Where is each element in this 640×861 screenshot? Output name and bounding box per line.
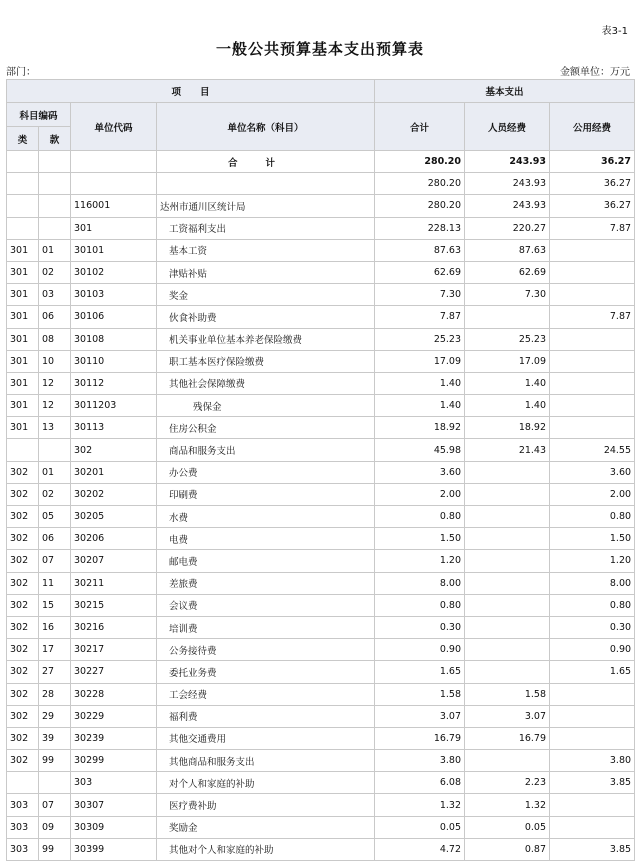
kuan-cell: 29 xyxy=(39,705,71,727)
personnel-cell: 1.58 xyxy=(465,683,550,705)
public-cell: 1.20 xyxy=(550,550,635,572)
public-cell xyxy=(550,705,635,727)
total-cell: 1.40 xyxy=(375,395,465,417)
public-cell: 7.87 xyxy=(550,306,635,328)
total-cell: 0.80 xyxy=(375,594,465,616)
unit-name-cell: 津贴补贴 xyxy=(157,261,375,283)
unit-name-cell xyxy=(157,173,375,195)
unit-name-cell: 公务接待费 xyxy=(157,639,375,661)
kuan-cell xyxy=(39,439,71,461)
total-cell: 16.79 xyxy=(375,727,465,749)
lei-cell: 302 xyxy=(7,639,39,661)
unit-code-cell: 30211 xyxy=(71,572,157,594)
lei-cell: 302 xyxy=(7,506,39,528)
unit-code-cell: 30201 xyxy=(71,461,157,483)
table-row xyxy=(7,284,635,306)
table-row xyxy=(7,838,635,860)
total-cell: 62.69 xyxy=(375,261,465,283)
unit-name-cell: 办公费 xyxy=(157,461,375,483)
unit-name-cell: 残保金 xyxy=(157,395,375,417)
kuan-cell: 02 xyxy=(39,483,71,505)
total-cell: 8.00 xyxy=(375,572,465,594)
public-cell xyxy=(550,794,635,816)
unit-code-cell: 30217 xyxy=(71,639,157,661)
lei-header: 类 xyxy=(7,127,39,151)
unit-code-cell: 30207 xyxy=(71,550,157,572)
budget-table xyxy=(6,79,635,861)
lei-cell: 302 xyxy=(7,461,39,483)
personnel-header: 人员经费 xyxy=(465,103,550,151)
kuan-cell xyxy=(39,195,71,217)
table-row xyxy=(7,661,635,683)
table-row xyxy=(7,594,635,616)
table-row xyxy=(7,217,635,239)
table-row xyxy=(7,750,635,772)
total-cell: 0.05 xyxy=(375,816,465,838)
table-row xyxy=(7,683,635,705)
personnel-cell: 220.27 xyxy=(465,217,550,239)
total-cell: 0.80 xyxy=(375,506,465,528)
department-label: 部门： xyxy=(6,67,36,78)
personnel-cell xyxy=(465,616,550,638)
personnel-cell xyxy=(465,550,550,572)
unit-code-cell: 30206 xyxy=(71,528,157,550)
lei-cell xyxy=(7,217,39,239)
unit-name-cell: 其他商品和服务支出 xyxy=(157,750,375,772)
table-row xyxy=(7,261,635,283)
total-cell: 1.65 xyxy=(375,661,465,683)
table-row xyxy=(7,417,635,439)
public-cell xyxy=(550,261,635,283)
lei-cell: 302 xyxy=(7,594,39,616)
public-cell: 0.80 xyxy=(550,506,635,528)
total-cell: 280.20 xyxy=(375,151,465,173)
total-cell: 7.30 xyxy=(375,284,465,306)
table-row xyxy=(7,350,635,372)
personnel-cell xyxy=(465,750,550,772)
total-cell: 228.13 xyxy=(375,217,465,239)
public-cell: 8.00 xyxy=(550,572,635,594)
personnel-cell: 1.32 xyxy=(465,794,550,816)
table-row xyxy=(7,306,635,328)
kuan-cell: 39 xyxy=(39,727,71,749)
personnel-cell xyxy=(465,528,550,550)
unit-name-cell: 培训费 xyxy=(157,616,375,638)
lei-cell: 302 xyxy=(7,683,39,705)
unit-name-cell: 电费 xyxy=(157,528,375,550)
personnel-cell xyxy=(465,483,550,505)
kuan-cell: 05 xyxy=(39,506,71,528)
public-cell xyxy=(550,816,635,838)
unit-code-cell: 30215 xyxy=(71,594,157,616)
table-number: 表3-1 xyxy=(601,26,628,37)
unit-code-cell: 303 xyxy=(71,772,157,794)
lei-cell: 302 xyxy=(7,616,39,638)
table-row xyxy=(7,772,635,794)
lei-cell xyxy=(7,195,39,217)
unit-code-cell: 30113 xyxy=(71,417,157,439)
unit-code-cell: 3011203 xyxy=(71,395,157,417)
kuan-cell: 13 xyxy=(39,417,71,439)
lei-cell: 302 xyxy=(7,528,39,550)
lei-cell: 301 xyxy=(7,284,39,306)
unit-name-cell: 奖励金 xyxy=(157,816,375,838)
lei-cell: 302 xyxy=(7,661,39,683)
kuan-cell xyxy=(39,772,71,794)
unit-name-cell: 印刷费 xyxy=(157,483,375,505)
lei-cell xyxy=(7,151,39,173)
kuan-cell: 02 xyxy=(39,261,71,283)
personnel-cell: 62.69 xyxy=(465,261,550,283)
public-cell: 1.50 xyxy=(550,528,635,550)
lei-cell: 301 xyxy=(7,261,39,283)
kuan-cell: 06 xyxy=(39,306,71,328)
lei-cell: 302 xyxy=(7,705,39,727)
total-cell: 18.92 xyxy=(375,417,465,439)
public-cell: 36.27 xyxy=(550,151,635,173)
unit-name-cell: 其他社会保障缴费 xyxy=(157,372,375,394)
personnel-cell: 243.93 xyxy=(465,173,550,195)
kuan-cell: 06 xyxy=(39,528,71,550)
public-cell xyxy=(550,727,635,749)
unit-name-cell: 水费 xyxy=(157,506,375,528)
total-cell: 280.20 xyxy=(375,195,465,217)
total-cell: 87.63 xyxy=(375,239,465,261)
total-cell: 0.30 xyxy=(375,616,465,638)
public-cell: 0.30 xyxy=(550,616,635,638)
unit-name-cell: 伙食补助费 xyxy=(157,306,375,328)
public-cell: 0.90 xyxy=(550,639,635,661)
total-cell: 6.08 xyxy=(375,772,465,794)
public-cell: 3.80 xyxy=(550,750,635,772)
kuan-cell: 27 xyxy=(39,661,71,683)
personnel-cell: 3.07 xyxy=(465,705,550,727)
kuan-cell: 99 xyxy=(39,750,71,772)
table-row xyxy=(7,395,635,417)
unit-name-cell: 奖金 xyxy=(157,284,375,306)
personnel-cell: 25.23 xyxy=(465,328,550,350)
kuan-cell: 11 xyxy=(39,572,71,594)
personnel-cell: 1.40 xyxy=(465,372,550,394)
personnel-cell: 16.79 xyxy=(465,727,550,749)
personnel-cell: 0.05 xyxy=(465,816,550,838)
unit-code-cell: 30307 xyxy=(71,794,157,816)
lei-cell: 301 xyxy=(7,306,39,328)
unit-name-cell: 会议费 xyxy=(157,594,375,616)
total-cell: 1.58 xyxy=(375,683,465,705)
unit-name-cell: 职工基本医疗保险缴费 xyxy=(157,350,375,372)
public-cell: 2.00 xyxy=(550,483,635,505)
unit-name-cell: 邮电费 xyxy=(157,550,375,572)
personnel-cell: 1.40 xyxy=(465,395,550,417)
kuan-cell xyxy=(39,151,71,173)
unit-code-cell: 30229 xyxy=(71,705,157,727)
table-row xyxy=(7,705,635,727)
kuan-cell: 01 xyxy=(39,461,71,483)
kuan-cell: 01 xyxy=(39,239,71,261)
personnel-cell xyxy=(465,572,550,594)
table-row xyxy=(7,195,635,217)
public-cell xyxy=(550,350,635,372)
public-cell xyxy=(550,328,635,350)
lei-cell: 302 xyxy=(7,483,39,505)
table-row xyxy=(7,439,635,461)
personnel-cell: 2.23 xyxy=(465,772,550,794)
unit-code-cell: 30101 xyxy=(71,239,157,261)
personnel-cell xyxy=(465,461,550,483)
table-row xyxy=(7,572,635,594)
personnel-cell: 243.93 xyxy=(465,195,550,217)
personnel-cell: 243.93 xyxy=(465,151,550,173)
unit-code-cell: 30112 xyxy=(71,372,157,394)
lei-cell xyxy=(7,173,39,195)
public-cell xyxy=(550,395,635,417)
subject-code-header: 科目编码 xyxy=(7,103,71,127)
kuan-cell: 12 xyxy=(39,372,71,394)
total-cell: 17.09 xyxy=(375,350,465,372)
unit-code-cell: 30309 xyxy=(71,816,157,838)
table-row xyxy=(7,616,635,638)
unit-code-cell: 30227 xyxy=(71,661,157,683)
personnel-cell xyxy=(465,506,550,528)
personnel-cell: 21.43 xyxy=(465,439,550,461)
unit-code-cell: 30108 xyxy=(71,328,157,350)
table-row xyxy=(7,816,635,838)
total-cell: 1.50 xyxy=(375,528,465,550)
lei-cell: 301 xyxy=(7,239,39,261)
table-row xyxy=(7,173,635,195)
total-cell: 45.98 xyxy=(375,439,465,461)
public-cell xyxy=(550,284,635,306)
unit-name-cell: 对个人和家庭的补助 xyxy=(157,772,375,794)
kuan-cell: 28 xyxy=(39,683,71,705)
unit-code-header: 单位代码 xyxy=(71,103,157,151)
table-row xyxy=(7,727,635,749)
kuan-cell xyxy=(39,217,71,239)
public-cell: 3.85 xyxy=(550,772,635,794)
unit-code-cell xyxy=(71,151,157,173)
total-cell: 1.32 xyxy=(375,794,465,816)
total-cell: 3.80 xyxy=(375,750,465,772)
kuan-cell: 10 xyxy=(39,350,71,372)
personnel-cell: 7.30 xyxy=(465,284,550,306)
public-cell xyxy=(550,683,635,705)
lei-cell: 301 xyxy=(7,372,39,394)
kuan-cell: 16 xyxy=(39,616,71,638)
unit-name-cell: 其他对个人和家庭的补助 xyxy=(157,838,375,860)
total-cell: 280.20 xyxy=(375,173,465,195)
unit-name-cell: 商品和服务支出 xyxy=(157,439,375,461)
unit-name-cell: 达州市通川区统计局 xyxy=(157,195,375,217)
lei-cell: 302 xyxy=(7,572,39,594)
amount-unit-label: 金额单位：万元 xyxy=(560,67,630,78)
public-cell: 0.80 xyxy=(550,594,635,616)
public-cell: 36.27 xyxy=(550,173,635,195)
table-row xyxy=(7,239,635,261)
total-cell: 3.60 xyxy=(375,461,465,483)
table-row xyxy=(7,639,635,661)
public-cell xyxy=(550,372,635,394)
total-row xyxy=(7,151,635,173)
lei-cell: 301 xyxy=(7,350,39,372)
unit-code-cell: 30110 xyxy=(71,350,157,372)
unit-name-cell: 工资福利支出 xyxy=(157,217,375,239)
public-cell: 1.65 xyxy=(550,661,635,683)
total-cell: 0.90 xyxy=(375,639,465,661)
table-row xyxy=(7,528,635,550)
total-cell: 4.72 xyxy=(375,838,465,860)
unit-name-cell: 基本工资 xyxy=(157,239,375,261)
unit-code-cell: 116001 xyxy=(71,195,157,217)
total-header: 合计 xyxy=(375,103,465,151)
total-cell: 25.23 xyxy=(375,328,465,350)
unit-code-cell: 30106 xyxy=(71,306,157,328)
lei-cell: 301 xyxy=(7,328,39,350)
lei-cell: 301 xyxy=(7,395,39,417)
unit-code-cell: 30228 xyxy=(71,683,157,705)
unit-name-cell: 工会经费 xyxy=(157,683,375,705)
page-title: 一般公共预算基本支出预算表 xyxy=(215,40,424,58)
kuan-cell xyxy=(39,173,71,195)
kuan-cell: 09 xyxy=(39,816,71,838)
unit-code-cell: 30299 xyxy=(71,750,157,772)
table-row xyxy=(7,483,635,505)
public-cell: 7.87 xyxy=(550,217,635,239)
total-cell: 1.40 xyxy=(375,372,465,394)
basic-expense-header: 基本支出 xyxy=(375,80,635,103)
public-cell: 36.27 xyxy=(550,195,635,217)
lei-cell: 303 xyxy=(7,816,39,838)
kuan-cell: 07 xyxy=(39,550,71,572)
table-row xyxy=(7,372,635,394)
public-cell xyxy=(550,417,635,439)
unit-name-cell: 福利费 xyxy=(157,705,375,727)
unit-code-cell: 30202 xyxy=(71,483,157,505)
personnel-cell: 17.09 xyxy=(465,350,550,372)
lei-cell: 303 xyxy=(7,838,39,860)
total-cell: 2.00 xyxy=(375,483,465,505)
unit-name-cell: 合计 xyxy=(157,151,375,173)
public-cell xyxy=(550,239,635,261)
table-row xyxy=(7,461,635,483)
kuan-header: 款 xyxy=(39,127,71,151)
public-header: 公用经费 xyxy=(550,103,635,151)
unit-name-header: 单位名称（科目） xyxy=(157,103,375,151)
table-row xyxy=(7,328,635,350)
unit-code-cell xyxy=(71,173,157,195)
lei-cell: 302 xyxy=(7,550,39,572)
lei-cell: 302 xyxy=(7,750,39,772)
unit-name-cell: 医疗费补助 xyxy=(157,794,375,816)
lei-cell xyxy=(7,772,39,794)
unit-name-cell: 其他交通费用 xyxy=(157,727,375,749)
kuan-cell: 15 xyxy=(39,594,71,616)
kuan-cell: 99 xyxy=(39,838,71,860)
total-cell: 3.07 xyxy=(375,705,465,727)
unit-code-cell: 302 xyxy=(71,439,157,461)
personnel-cell xyxy=(465,639,550,661)
table-row xyxy=(7,506,635,528)
kuan-cell: 12 xyxy=(39,395,71,417)
unit-code-cell: 30103 xyxy=(71,284,157,306)
unit-name-cell: 机关事业单位基本养老保险缴费 xyxy=(157,328,375,350)
project-header: 项 目 xyxy=(7,80,375,103)
table-row xyxy=(7,550,635,572)
unit-name-cell: 委托业务费 xyxy=(157,661,375,683)
personnel-cell xyxy=(465,661,550,683)
public-cell: 24.55 xyxy=(550,439,635,461)
lei-cell: 303 xyxy=(7,794,39,816)
kuan-cell: 08 xyxy=(39,328,71,350)
personnel-cell xyxy=(465,306,550,328)
personnel-cell: 87.63 xyxy=(465,239,550,261)
total-cell: 1.20 xyxy=(375,550,465,572)
unit-code-cell: 301 xyxy=(71,217,157,239)
unit-code-cell: 30216 xyxy=(71,616,157,638)
public-cell: 3.60 xyxy=(550,461,635,483)
kuan-cell: 03 xyxy=(39,284,71,306)
unit-code-cell: 30102 xyxy=(71,261,157,283)
unit-name-cell: 差旅费 xyxy=(157,572,375,594)
lei-cell: 301 xyxy=(7,417,39,439)
unit-code-cell: 30205 xyxy=(71,506,157,528)
table-row xyxy=(7,794,635,816)
personnel-cell: 0.87 xyxy=(465,838,550,860)
public-cell: 3.85 xyxy=(550,838,635,860)
personnel-cell xyxy=(465,594,550,616)
total-cell: 7.87 xyxy=(375,306,465,328)
lei-cell: 302 xyxy=(7,727,39,749)
lei-cell xyxy=(7,439,39,461)
unit-code-cell: 30239 xyxy=(71,727,157,749)
kuan-cell: 07 xyxy=(39,794,71,816)
unit-code-cell: 30399 xyxy=(71,838,157,860)
table-body xyxy=(7,151,635,861)
kuan-cell: 17 xyxy=(39,639,71,661)
personnel-cell: 18.92 xyxy=(465,417,550,439)
unit-name-cell: 住房公积金 xyxy=(157,417,375,439)
